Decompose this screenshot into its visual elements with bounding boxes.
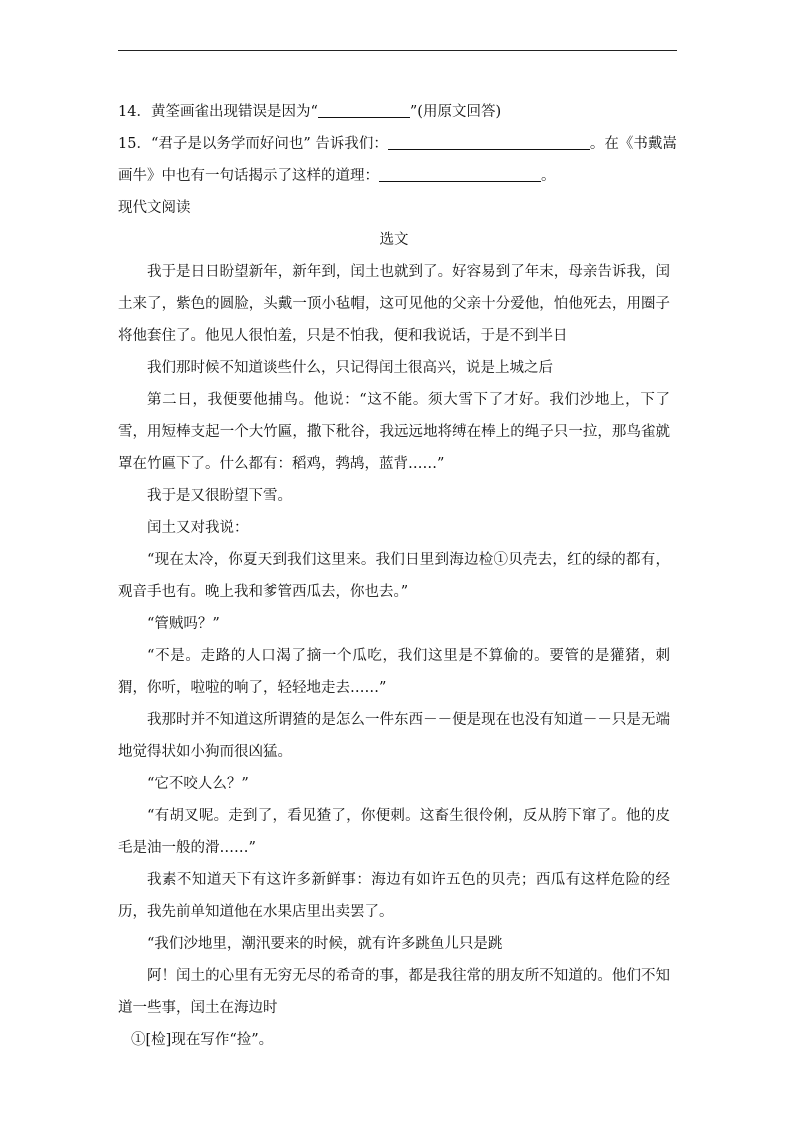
answer-blank[interactable] — [388, 148, 590, 150]
answer-blank[interactable] — [379, 180, 541, 182]
paragraph: “它不咬人么？” — [147, 776, 249, 792]
question-15 — [118, 128, 677, 160]
question-text: ”(用原文回答) — [409, 104, 502, 120]
question-number: 15． — [118, 136, 151, 152]
question-14 — [118, 96, 670, 128]
question-text: 。 — [541, 168, 556, 184]
paragraph: “我们沙地里，潮汛要来的时候，就有许多跳鱼儿只是跳 — [147, 936, 503, 952]
paragraph: 我于是日日盼望新年，新年到，闰土也就到了。好容易到了年末，母亲告诉我，闰土来了，紫色的圆脸，头戴一顶小毡帽，这可见他的父亲十分爱他，怕他死去，用圈子将他套住了。他见人很怕羞，只是不怕我，便和我说话，于是不到半日 — [118, 264, 670, 344]
paragraph: 第二日，我便要他捕鸟。他说：“这不能。须大雪下了才好。我们沙地上，下了雪，用短棒支起一个大竹匾，撒下秕谷，我远远地将缚在棒上的绳子只一拉，那鸟雀就罩在竹匾下了。什么都有：稻鸡，鹁鸪，蓝背……” — [118, 392, 670, 472]
paragraph: “现在太冷，你夏天到我们这里来。我们日里到海边检①贝壳去，红的绿的都有，观音手也有。晚上我和爹管西瓜去，你也去。” — [118, 552, 670, 600]
question-text: 。在《书戴嵩 — [589, 136, 677, 152]
paragraph: 阿！闰土的心里有无穷无尽的希奇的事，都是我往常的朋友所不知道的。他们不知道一些事，闰土在海边时 — [118, 968, 670, 1016]
paragraph: “管贼吗？” — [147, 616, 220, 632]
paragraph: 我于是又很盼望下雪。 — [147, 488, 292, 504]
paragraph: 我素不知道天下有这许多新鲜事：海边有如许五色的贝壳；西瓜有这样危险的经历，我先前单知道他在水果店里出卖罢了。 — [118, 872, 670, 920]
question-number: 14． — [118, 104, 151, 120]
footnote: ①[检]现在写作“捡”。 — [131, 1032, 274, 1048]
question-text: 黄筌画雀出现错误是因为“ — [150, 104, 318, 120]
answer-blank[interactable] — [318, 116, 410, 118]
question-text: “君子是以务学而好问也” 告诉我们： — [150, 136, 388, 152]
paragraph: 闰土又对我说： — [147, 520, 249, 536]
paragraph: “不是。走路的人口渴了摘一个瓜吃，我们这里是不算偷的。要管的是獾猪，刺猬，你听，啦啦的响了，轻轻地走去……” — [118, 648, 670, 696]
paragraph: 我那时并不知道这所谓猹的是怎么一件东西－－便是现在也没有知道－－只是无端地觉得状如小狗而很凶猛。 — [118, 712, 670, 760]
header-rule — [118, 50, 677, 51]
paragraph: 我们那时候不知道谈些什么，只记得闰土很高兴，说是上城之后 — [147, 360, 553, 376]
question-15-continued — [118, 160, 670, 192]
section-label: 现代文阅读 — [118, 200, 191, 216]
question-text: 画牛》中也有一句话揭示了这样的道理： — [118, 168, 379, 184]
page-content — [118, 96, 677, 1056]
paragraph: “有胡叉呢。走到了，看见猹了，你便刺。这畜生很伶俐，反从胯下窜了。他的皮毛是油一般的滑……” — [118, 808, 670, 856]
passage-title: 选文 — [379, 232, 409, 248]
